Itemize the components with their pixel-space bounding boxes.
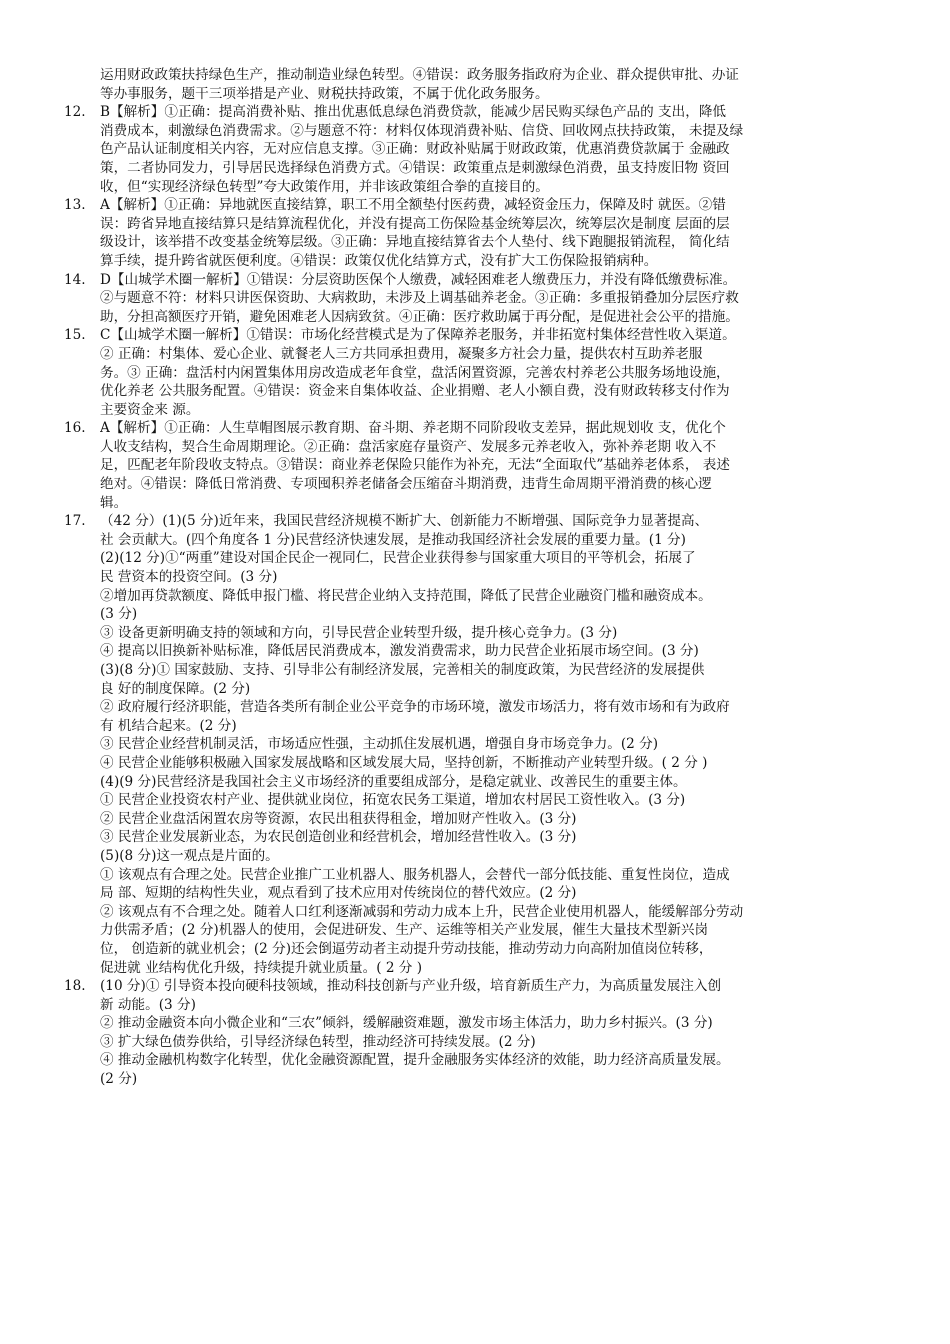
question-number: 14. [64, 271, 86, 288]
text-line: ③ 设备更新明确支持的领域和方向，引导民营企业转型升级，提升核心竞争力。(3 分) [100, 624, 618, 641]
text-line: 绝对。④错误：降低日常消费、专项囤积养老储备会压缩奋斗期消费，违背生命周期平滑消费的核心逻 [100, 476, 712, 493]
text-line: ② 正确：村集体、爱心企业、就餐老人三方共同承担费用，凝聚多方社会力量，提供农村互助养老服 [100, 345, 703, 362]
text-line: (2)(12 分)①“两重”建设对国企民企一视同仁，民营企业获得参与国家重大项目的平等机会，拓展了 [100, 550, 696, 567]
text-line: 辑。 [100, 494, 128, 511]
text-line: 误：跨省异地直接结算只是结算流程优化，并没有提高工伤保险基金统筹层次，统筹层次是制度 层面的层 [100, 215, 730, 232]
text-line: 人收支结构，契合生命周期理论。②正确：盘活家庭存量资产、发展多元养老收入，弥补养老期 收入不 [100, 438, 717, 455]
text-line: ④ 民营企业能够积极融入国家发展战略和区域发展大局，坚持创新，不断推动产业转型升级。( 2 分 ) [100, 754, 708, 771]
answer-text [100, 326, 886, 419]
answer-entry [0, 326, 950, 419]
text-line: 算手续，提升跨省就医便利度。④错误：政策仅优化结算方式，没有扩大工伤保险报销病种。 [100, 252, 658, 269]
answer-text [100, 419, 886, 512]
text-line: 社 会贡献大。(四个角度各 1 分)民营经济快速发展，是推动我国经济社会发展的重要力量。(1 分) [100, 531, 686, 548]
text-line: 策，二者协同发力，引导居民选择绿色消费方式。④错误：政策重点是刺激绿色消费，虽支持废旧物 资回 [100, 159, 730, 176]
answer-entry [0, 196, 950, 270]
text-line: A【解析】①正确：异地就医直接结算，职工不用全额垫付医药费，减轻资金压力，保障及时 就医。②错 [100, 197, 726, 214]
answer-entry [0, 66, 950, 103]
text-line: 良 好的制度保障。(2 分) [100, 680, 251, 697]
answer-entry [0, 512, 950, 977]
text-line: D【山城学术圈一解析】①错误：分层资助医保个人缴费，减轻困难老人缴费压力，并没有降低缴费标准。 [100, 271, 737, 288]
text-line: ④ 推动金融机构数字化转型，优化金融资源配置，提升金融服务实体经济的效能，助力经济高质量发展。 [100, 1052, 730, 1069]
answer-text [100, 66, 886, 103]
text-line: （42 分）(1)(5 分)近年来，我国民营经济规模不断扩大、创新能力不断增强、国际竞争力显著提高、 [100, 513, 709, 530]
text-line: (3 分) [100, 606, 138, 623]
text-line: ② 政府履行经济职能，营造各类所有制企业公平竞争的市场环境，激发市场活力，将有效市场和有为政府 [100, 699, 730, 716]
text-line: ③ 扩大绿色债券供给，引导经济绿色转型，推动经济可持续发展。(2 分) [100, 1033, 536, 1050]
text-line: (5)(8 分)这一观点是片面的。 [100, 847, 279, 864]
text-line: 消费成本，刺激绿色消费需求。②与题意不符：材料仅体现消费补贴、信贷、回收网点扶持政策， 未提及绿 [100, 122, 744, 139]
question-number: 18. [64, 978, 86, 995]
answer-text [100, 103, 886, 196]
text-line: ②增加再贷款额度、降低申报门槛、将民营企业纳入支持范围，降低了民营企业融资门槛和融资成本。 [100, 587, 712, 604]
text-line: (4)(9 分)民营经济是我国社会主义市场经济的重要组成部分，是稳定就业、改善民生的重要主体。 [100, 773, 687, 790]
text-line: 位， 创造新的就业机会；(2 分)还会倒逼劳动者主动提升劳动技能，推动劳动力向高附加值岗位转移， [100, 940, 713, 957]
text-line: B【解析】①正确：提高消费补贴、推出优惠低息绿色消费贷款，能减少居民购买绿色产品的 支出，降低 [100, 104, 727, 121]
answer-entry [0, 103, 950, 196]
text-line: 收，但“实现经济绿色转型”夸大政策作用，并非该政策组合拳的直接目的。 [100, 178, 549, 195]
question-number: 12. [64, 104, 86, 121]
text-line: (10 分)① 引导资本投向硬科技领域，推动科技创新与产业升级，培育新质生产力，为高质量发展注入创 [100, 978, 722, 995]
text-line: A【解析】①正确：人生草帽图展示教育期、奋斗期、养老期不同阶段收支差异，据此规划收 支，优化个 [100, 420, 726, 437]
text-line: 促进就 业结构优化升级，持续提升就业质量。( 2 分 ) [100, 959, 423, 976]
text-line: 足，匹配老年阶段收支特点。③错误：商业养老保险只能作为补充，无法“全面取代”基础养老体系， 表述 [100, 457, 730, 474]
text-line: (3)(8 分)① 国家鼓励、支持、引导非公有制经济发展，完善相关的制度政策，为民营经济的发展提供 [100, 662, 705, 678]
text-line: 助，分担高额医疗开销，避免困难老人因病致贫。④正确：医疗救助属于再分配，是促进社会公平的措施。 [100, 308, 739, 325]
text-line: ④ 提高以旧换新补贴标准，降低居民消费成本，激发消费需求，助力民营企业拓展市场空间。(3 分) [100, 643, 699, 660]
text-line: 运用财政政策扶持绿色生产，推动制造业绿色转型。④错误：政务服务指政府为企业、群众提供审批、办证 [100, 67, 739, 83]
text-line: (2 分) [100, 1071, 138, 1088]
text-line: 局 部、短期的结构性失业，观点看到了技术应用对传统岗位的替代效应。(2 分) [100, 885, 577, 902]
text-line: 优化养老 公共服务配置。④错误：资金来自集体收益、企业捐赠、老人小额自费，没有财政转移支付作为 [100, 383, 730, 400]
answer-text [100, 512, 886, 977]
text-line: 级设计，该举措不改变基金统筹层级。③正确：异地直接结算省去个人垫付、线下跑腿报销流程， 简化结 [100, 234, 730, 251]
text-line: 等办事服务，题干三项举措是产业、财税扶持政策，不属于优化政务服务。 [100, 85, 549, 102]
text-line: ② 民营企业盘活闲置农房等资源，农民出租获得租金，增加财产性收入。(3 分) [100, 810, 577, 827]
text-line: ① 民营企业投资农村产业、提供就业岗位，拓宽农民务工渠道，增加农村居民工资性收入。(3 分) [100, 792, 686, 809]
answer-text [100, 977, 886, 1089]
text-line: 色产品认证制度相关内容，无对应信息支撑。③正确：财政补贴属于财政政策，优惠消费贷款属于 金融政 [100, 141, 730, 158]
question-number: 16. [64, 420, 86, 437]
text-line: 新 动能。(3 分) [100, 996, 196, 1013]
answer-entry [0, 271, 950, 327]
answer-entry [0, 419, 950, 512]
question-number: 15. [64, 327, 86, 344]
question-number: 17. [64, 513, 86, 530]
text-line: ① 该观点有合理之处。民营企业推广工业机器人、服务机器人，会替代一部分低技能、重复性岗位，造成 [100, 866, 730, 883]
answer-content [0, 66, 950, 1089]
text-line: ② 推动金融资本向小微企业和“三农”倾斜，缓解融资难题，激发市场主体活力，助力乡村振兴。(3 分) [100, 1015, 713, 1032]
text-line: 主要资金来 源。 [100, 401, 200, 418]
question-number: 13. [64, 197, 86, 214]
answer-entry [0, 977, 950, 1089]
answer-text [100, 196, 886, 270]
text-line: ②与题意不符：材料只讲医保资助、大病救助，未涉及上调基础养老金。③正确：多重报销叠加分层医疗救 [100, 290, 739, 307]
text-line: ② 该观点有不合理之处。随着人口红利逐渐减弱和劳动力成本上升，民营企业使用机器人，能缓解部分劳动 [100, 903, 744, 920]
text-line: 力供需矛盾；(2 分)机器人的使用，会促进研发、生产、运维等相关产业发展，催生大量技术型新兴岗 [100, 922, 709, 939]
text-line: C【山城学术圈一解析】①错误：市场化经营模式是为了保障养老服务，并非拓宽村集体经营性收入渠道。 [100, 327, 736, 344]
text-line: 有 机结合起来。(2 分) [100, 717, 237, 734]
text-line: ③ 民营企业经营机制灵活，市场适应性强，主动抓住发展机遇，增强自身市场竞争力。(2 分) [100, 736, 659, 753]
text-line: ③ 民营企业发展新业态，为农民创造创业和经营机会，增加经营性收入。(3 分) [100, 829, 577, 846]
text-line: 民 营资本的投资空间。(3 分) [100, 569, 278, 586]
answer-text [100, 271, 886, 327]
text-line: 务。③ 正确：盘活村内闲置集体用房改造成老年食堂，盘活闲置资源，完善农村养老公共服务场地设施， [100, 364, 730, 381]
